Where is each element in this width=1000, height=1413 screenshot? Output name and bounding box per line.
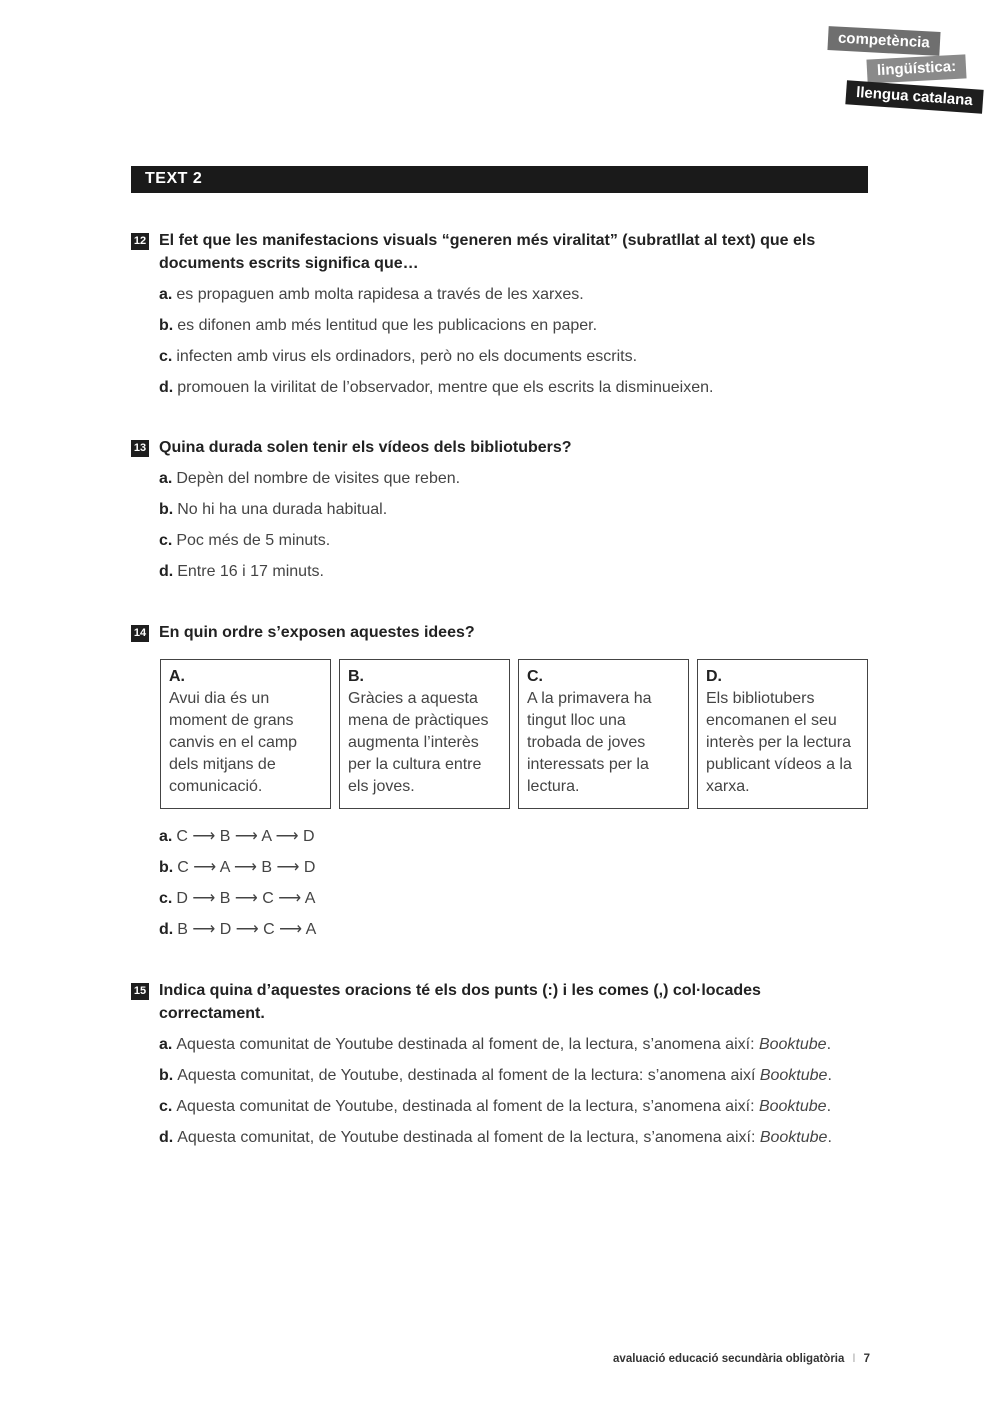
option-text: Aquesta comunitat de Youtube, destinada al foment de la lectura, s’anomena així: <box>176 1098 759 1115</box>
question-number-badge: 14 <box>131 625 149 642</box>
answer-options <box>159 467 871 583</box>
answer-option-a[interactable] <box>159 1033 871 1056</box>
answer-option-d[interactable] <box>159 1126 871 1149</box>
answer-option-c[interactable] <box>159 345 871 368</box>
option-italic-term: Booktube <box>759 1129 828 1146</box>
answer-option-a[interactable] <box>159 283 871 306</box>
option-letter: d. <box>159 1129 174 1146</box>
idea-box-label: B. <box>348 668 364 685</box>
question-number-badge: 13 <box>131 440 149 457</box>
answer-option-d[interactable] <box>159 560 871 583</box>
idea-box-label: A. <box>169 668 185 685</box>
answer-options <box>159 283 871 399</box>
option-text: C ⟶ A ⟶ B ⟶ D <box>177 859 316 876</box>
idea-boxes <box>160 659 868 809</box>
option-letter: a. <box>159 470 173 487</box>
option-text: D ⟶ B ⟶ C ⟶ A <box>176 890 316 907</box>
answer-option-b[interactable] <box>159 314 871 337</box>
option-letter: b. <box>159 501 174 518</box>
answer-option-b[interactable] <box>159 856 871 879</box>
option-italic-term: Booktube <box>759 1067 828 1084</box>
option-end: . <box>826 1098 832 1115</box>
answer-option-d[interactable] <box>159 918 871 941</box>
idea-box-label: C. <box>527 668 543 685</box>
answer-options <box>159 1033 871 1149</box>
subject-tag-linguistica: lingüística: <box>866 54 966 83</box>
answer-option-a[interactable] <box>159 467 871 490</box>
question-text: Quina durada solen tenir els vídeos dels bibliotubers? <box>159 439 572 456</box>
option-italic-term: Booktube <box>758 1036 827 1053</box>
question-text: En quin ordre s’exposen aquestes idees? <box>159 624 475 641</box>
answer-option-c[interactable] <box>159 529 871 552</box>
idea-box-a <box>160 659 331 809</box>
answer-option-b[interactable] <box>159 498 871 521</box>
option-text: es difonen amb més lentitud que les publicacions en paper. <box>177 317 598 334</box>
option-end: . <box>827 1067 832 1084</box>
option-letter: c. <box>159 532 173 549</box>
idea-box-c <box>518 659 689 809</box>
option-italic-term: Booktube <box>758 1098 827 1115</box>
page-number: 7 <box>863 1353 870 1365</box>
option-text: Aquesta comunitat de Youtube destinada al foment de, la lectura, s’anomena així: <box>176 1036 759 1053</box>
option-letter: a. <box>159 1036 173 1053</box>
question-number-badge: 12 <box>131 233 149 250</box>
option-text: promouen la virilitat de l’observador, mentre que els escrits la disminueixen. <box>177 379 714 396</box>
option-letter: c. <box>159 890 173 907</box>
answer-option-c[interactable] <box>159 1095 871 1118</box>
answer-option-c[interactable] <box>159 887 871 910</box>
option-text: es propaguen amb molta rapidesa a través de les xarxes. <box>176 286 584 303</box>
option-text: Aquesta comunitat, de Youtube destinada al foment de la lectura, s’anomena així: <box>177 1129 760 1146</box>
option-end: . <box>826 1036 832 1053</box>
answer-option-b[interactable] <box>159 1064 871 1087</box>
idea-box-text: Gràcies a aquesta mena de pràctiques augmenta l’interès per la cultura entre els joves. <box>348 690 489 795</box>
option-letter: b. <box>159 1067 174 1084</box>
section-title-bar: TEXT 2 <box>131 166 868 193</box>
page-footer <box>613 1353 870 1365</box>
question-14-options <box>131 825 871 949</box>
option-letter: b. <box>159 317 174 334</box>
option-text: B ⟶ D ⟶ C ⟶ A <box>177 921 317 938</box>
option-letter: a. <box>159 286 173 303</box>
question-14 <box>131 621 871 644</box>
idea-box-text: Els bibliotubers encomanen el seu interès per la lectura publicant vídeos a la xarxa. <box>706 690 852 795</box>
option-end: . <box>827 1129 832 1146</box>
option-text: Poc més de 5 minuts. <box>176 532 331 549</box>
question-12 <box>131 229 871 407</box>
subject-tag-llengua-catalana: llengua catalana <box>845 80 983 113</box>
idea-box-label: D. <box>706 668 722 685</box>
idea-box-b <box>339 659 510 809</box>
question-15 <box>131 979 871 1157</box>
option-text: No hi ha una durada habitual. <box>177 501 388 518</box>
option-text: C ⟶ B ⟶ A ⟶ D <box>176 828 315 845</box>
question-text: El fet que les manifestacions visuals “generen més viralitat” (subratllat al text) que els documents escrits significa que… <box>159 232 816 272</box>
answer-option-d[interactable] <box>159 376 871 399</box>
question-13 <box>131 436 871 591</box>
answer-options <box>159 825 871 941</box>
footer-separator: I <box>852 1353 856 1365</box>
answer-option-a[interactable] <box>159 825 871 848</box>
footer-text: avaluació educació secundària obligatòria <box>613 1353 845 1365</box>
option-letter: d. <box>159 921 174 938</box>
option-text: Entre 16 i 17 minuts. <box>177 563 324 580</box>
option-text: Depèn del nombre de visites que reben. <box>176 470 461 487</box>
option-letter: b. <box>159 859 174 876</box>
idea-box-text: Avui dia és un moment de grans canvis en el camp dels mitjans de comunicació. <box>169 690 298 795</box>
question-text: Indica quina d’aquestes oracions té els dos punts (:) i les comes (,) col·locades correctament. <box>159 982 761 1022</box>
idea-box-d <box>697 659 868 809</box>
option-letter: c. <box>159 1098 173 1115</box>
idea-box-text: A la primavera ha tingut lloc una trobada de joves interessats per la lectura. <box>527 690 652 795</box>
option-text: Aquesta comunitat, de Youtube, destinada al foment de la lectura: s’anomena així <box>177 1067 760 1084</box>
option-text: infecten amb virus els ordinadors, però no els documents escrits. <box>176 348 638 365</box>
subject-tag-competencia: competència <box>827 26 940 56</box>
question-number-badge: 15 <box>131 983 149 1000</box>
option-letter: a. <box>159 828 173 845</box>
option-letter: d. <box>159 563 174 580</box>
option-letter: c. <box>159 348 173 365</box>
option-letter: d. <box>159 379 174 396</box>
